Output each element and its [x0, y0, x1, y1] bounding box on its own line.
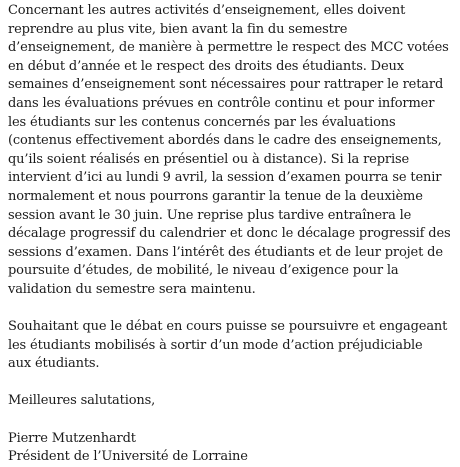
text-line: aux étudiants.: [8, 356, 100, 372]
text-line: qu’ils soient réalisés en présentiel ou à distance). Si la reprise: [8, 151, 410, 167]
text-line: normalement et nous pourrons garantir la tenue de la deuxième: [8, 188, 423, 204]
text-line: les étudiants mobilisés à sortir d’un mode d’action préjudiciable: [8, 337, 423, 353]
text-line: intervient d’ici au lundi 9 avril, la session d’examen pourra se tenir: [8, 170, 442, 186]
text-line: Souhaitant que le débat en cours puisse se poursuivre et engageant: [8, 319, 448, 335]
text-line: Concernant les autres activités d’enseignement, elles doivent: [8, 3, 406, 18]
text-line: (contenus effectivement abordés dans le cadre des enseignements,: [8, 133, 442, 149]
text-line: semaines d’enseignement sont nécessaires pour rattraper le retard: [8, 77, 444, 93]
text-line: reprendre au plus vite, bien avant la fin du semestre: [8, 21, 348, 37]
text-line: session avant le 30 juin. Une reprise plus tardive entraînera le: [8, 207, 412, 223]
text-line: poursuite d’études, de mobilité, le niveau d’exigence pour la: [8, 263, 399, 279]
text-line: les étudiants sur les contenus concernés par les évaluations: [8, 114, 396, 130]
text-line: dans les évaluations prévues en contrôle continu et pour informer: [8, 95, 435, 111]
text-line: Meilleures salutations,: [8, 393, 156, 409]
paragraph-debate: [8, 318, 454, 374]
text-line: validation du semestre sera maintenu.: [8, 281, 256, 297]
paragraph-closing: [8, 392, 454, 411]
signature-block: [8, 430, 454, 467]
text-line: en début d’année et le respect des droits des étudiants. Deux: [8, 58, 404, 74]
letter-body: [8, 2, 454, 467]
text-line: décalage progressif du calendrier et donc le décalage progressif des: [8, 226, 451, 242]
paragraph-exam-schedule: [8, 2, 454, 300]
signature-name: Pierre Mutzenhardt: [8, 430, 136, 446]
signature-title: Président de l’Université de Lorraine: [8, 449, 248, 465]
text-line: d’enseignement, de manière à permettre le respect des MCC votées: [8, 40, 449, 56]
text-line: sessions d’examen. Dans l’intérêt des étudiants et de leur projet de: [8, 244, 443, 260]
